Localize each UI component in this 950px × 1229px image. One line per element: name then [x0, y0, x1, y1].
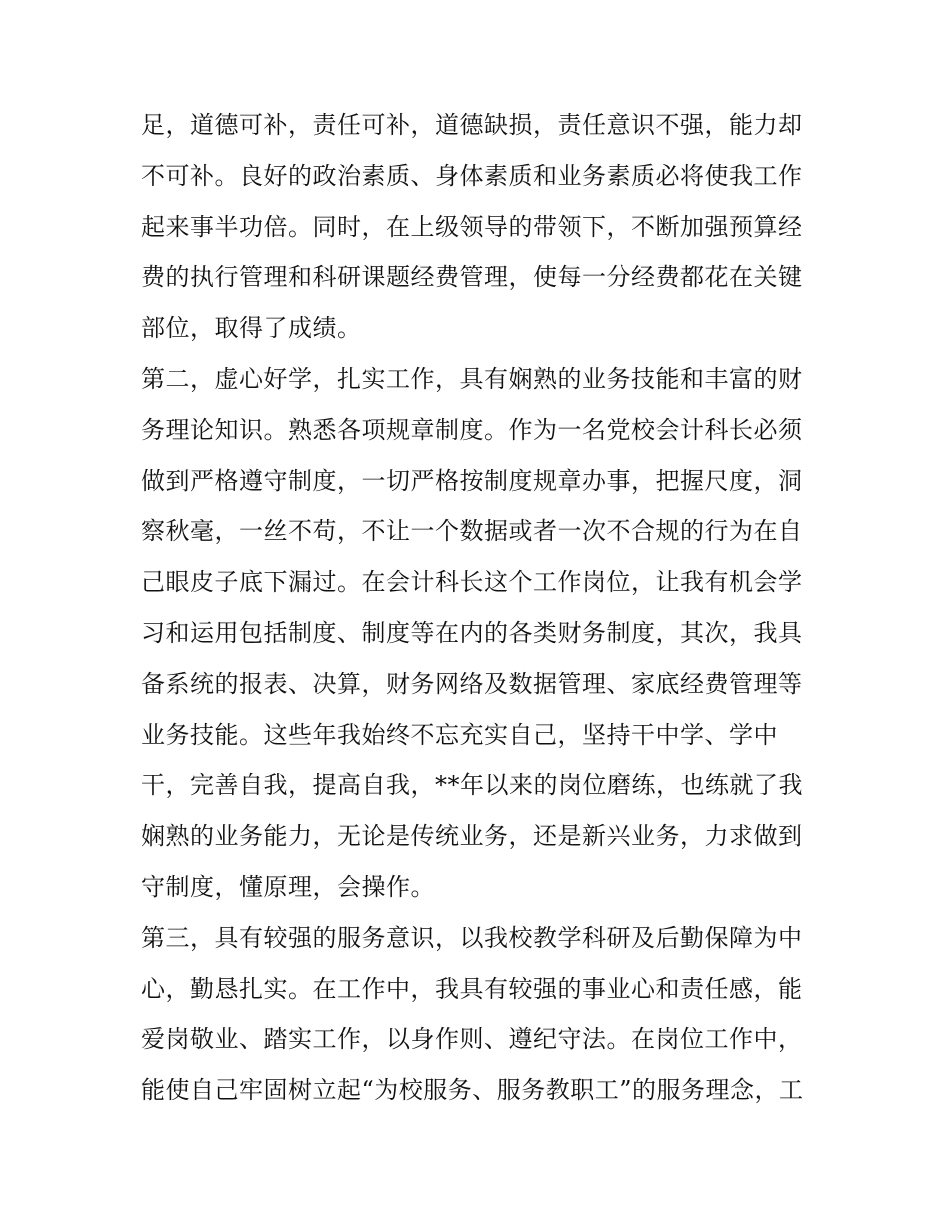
text-line: 守制度，懂原理，会操作。	[141, 872, 435, 901]
body-text	[141, 100, 821, 1116]
text-line: 不可补。良好的政治素质、身体素质和业务素质必将使我工作	[141, 161, 803, 190]
text-line: 备系统的报表、决算，财务网络及数据管理、家底经费管理等	[141, 669, 803, 698]
text-line: 察秋毫，一丝不苟，不让一个数据或者一次不合规的行为在自	[141, 517, 803, 546]
text-line: 足，道德可补，责任可补，道德缺损，责任意识不强，能力却	[141, 111, 803, 139]
text-line: 第二，虚心好学，扎实工作，具有娴熟的业务技能和丰富的财	[141, 364, 803, 393]
text-line: 爱岗敬业、踏实工作，以身作则、遵纪守法。在岗位工作中，	[141, 1025, 803, 1054]
text-line: 娴熟的业务能力，无论是传统业务，还是新兴业务，力求做到	[141, 822, 803, 851]
text-line: 第三，具有较强的服务意识，以我校教学科研及后勤保障为中	[141, 923, 803, 952]
text-line: 部位，取得了成绩。	[141, 314, 362, 343]
text-line: 能使自己牢固树立起“为校服务、服务教职工”的服务理念，工	[141, 1076, 804, 1105]
text-line: 做到严格遵守制度，一切严格按制度规章办事，把握尺度，洞	[141, 466, 803, 495]
text-line: 起来事半功倍。同时，在上级领导的带领下，不断加强预算经	[141, 212, 803, 241]
text-line: 务理论知识。熟悉各项规章制度。作为一名党校会计科长必须	[141, 415, 803, 444]
text-line: 业务技能。这些年我始终不忘充实自己，坚持干中学、学中	[141, 720, 778, 749]
text-line: 干，完善自我，提高自我，**年以来的岗位磨练，也练就了我	[141, 771, 803, 800]
text-line: 费的执行管理和科研课题经费管理，使每一分经费都花在关键	[141, 263, 803, 292]
text-line: 习和运用包括制度、制度等在内的各类财务制度，其次，我具	[141, 618, 803, 647]
text-line: 心，勤恳扎实。在工作中，我具有较强的事业心和责任感，能	[141, 974, 803, 1003]
text-line: 己眼皮子底下漏过。在会计科长这个工作岗位，让我有机会学	[141, 568, 803, 597]
